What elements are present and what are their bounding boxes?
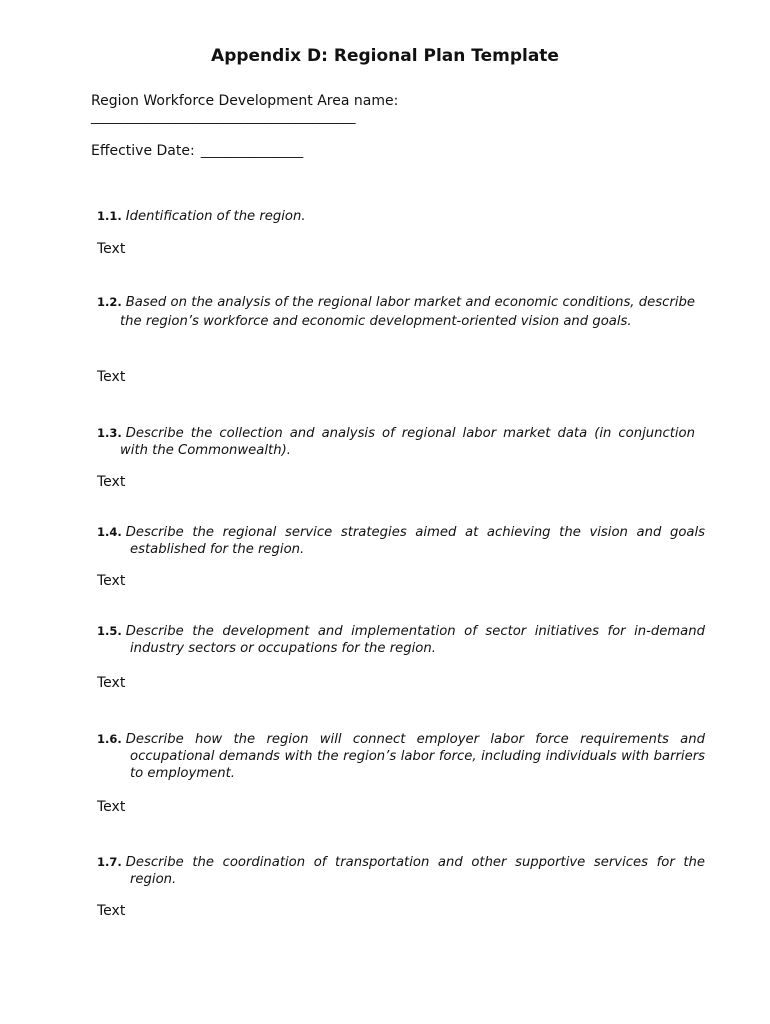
question-text: Describe the regional service strategies aimed at achieving the vision and goals established for the region. xyxy=(125,525,705,557)
section-1-3-answer: Text xyxy=(97,474,126,490)
section-1-3-question xyxy=(97,425,695,459)
region-name-label: Region Workforce Development Area name: xyxy=(91,93,399,109)
section-1-2-question xyxy=(97,293,695,331)
section-number: 1.1. xyxy=(97,209,122,223)
section-1-4-question xyxy=(97,524,705,558)
effective-date-row xyxy=(91,143,303,159)
section-1-5-answer: Text xyxy=(97,675,126,691)
region-name-blank: ____________________________________________ xyxy=(91,110,355,125)
question-text: Describe the coordination of transportation and other supportive services for the region. xyxy=(125,855,705,887)
section-number: 1.5. xyxy=(97,624,122,638)
question-text: Describe how the region will connect employer labor force requirements and occupational demands with the region’s labor force, including individuals with barriers to employment. xyxy=(125,732,705,781)
section-1-4-answer: Text xyxy=(97,573,126,589)
section-number: 1.3. xyxy=(97,426,122,440)
section-number: 1.6. xyxy=(97,732,122,746)
effective-date-blank: _________________ xyxy=(200,144,303,159)
question-text: Identification of the region. xyxy=(125,209,306,224)
section-1-1-answer: Text xyxy=(97,241,126,257)
section-number: 1.2. xyxy=(97,295,122,309)
effective-date-label: Effective Date: xyxy=(91,143,195,159)
section-1-6-answer: Text xyxy=(97,799,126,815)
section-1-7-answer: Text xyxy=(97,903,126,919)
section-number: 1.7. xyxy=(97,855,122,869)
section-1-7-question xyxy=(97,854,705,888)
question-text: Describe the development and implementation of sector initiatives for in-demand industry sectors or occupations for the region. xyxy=(125,624,705,656)
section-number: 1.4. xyxy=(97,525,122,539)
question-text: Based on the analysis of the regional labor market and economic conditions, describe the region’s workforce and economic development-oriented vision and goals. xyxy=(120,295,695,329)
page-title: Appendix D: Regional Plan Template xyxy=(211,46,559,66)
section-1-2-answer: Text xyxy=(97,369,126,385)
section-1-5-question xyxy=(97,623,705,657)
section-1-1-question xyxy=(97,208,695,225)
question-text: Describe the collection and analysis of regional labor market data (in conjunction with the Commonwealth). xyxy=(120,426,695,458)
section-1-6-question xyxy=(97,731,705,782)
